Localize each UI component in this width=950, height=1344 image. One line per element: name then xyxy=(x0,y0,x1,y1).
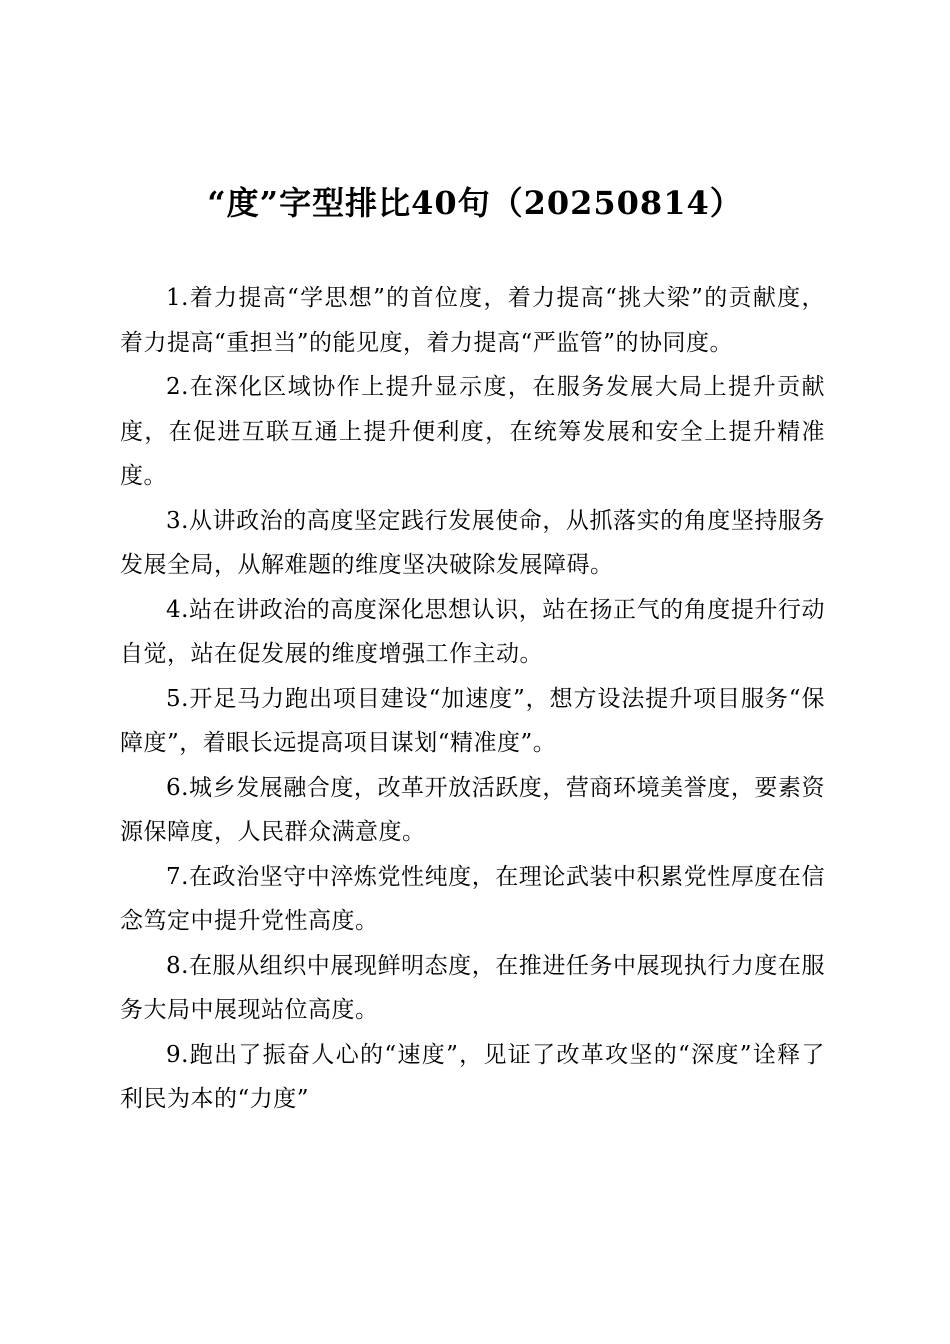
paragraph-6: 6.城乡发展融合度，改革开放活跃度，营商环境美誉度，要素资源保障度，人民群众满意度。 xyxy=(120,774,825,845)
paragraph-7: 7.在政治坚守中淬炼党性纯度，在理论武装中积累党性厚度在信念笃定中提升党性高度。 xyxy=(120,863,825,934)
paragraph-1: 1.着力提高“学思想”的首位度，着力提高“挑大梁”的贡献度，着力提高“重担当”的能见度，着力提高“严监管”的协同度。 xyxy=(120,285,825,356)
paragraph-2: 2.在深化区域协作上提升显示度，在服务发展大局上提升贡献度，在促进互联互通上提升便利度，在统筹发展和安全上提升精准度。 xyxy=(120,374,825,489)
paragraph-4: 4.站在讲政治的高度深化思想认识，站在扬正气的角度提升行动自觉，站在促发展的维度增强工作主动。 xyxy=(120,596,825,667)
document-body xyxy=(120,276,825,1122)
paragraph-8: 8.在服从组织中展现鲜明态度，在推进任务中展现执行力度在服务大局中展现站位高度。 xyxy=(120,952,825,1023)
document-title: “度”字型排比40句（20250814） xyxy=(207,184,743,222)
paragraph-3: 3.从讲政治的高度坚定践行发展使命，从抓落实的角度坚持服务发展全局，从解难题的维度坚决破除发展障碍。 xyxy=(120,507,825,578)
paragraph-9: 9.跑出了振奋人心的“速度”，见证了改革攻坚的“深度”诠释了利民为本的“力度” xyxy=(120,1041,825,1112)
paragraph-5: 5.开足马力跑出项目建设“加速度”，想方设法提升项目服务“保障度”，着眼长远提高项目谋划“精准度”。 xyxy=(120,685,825,756)
